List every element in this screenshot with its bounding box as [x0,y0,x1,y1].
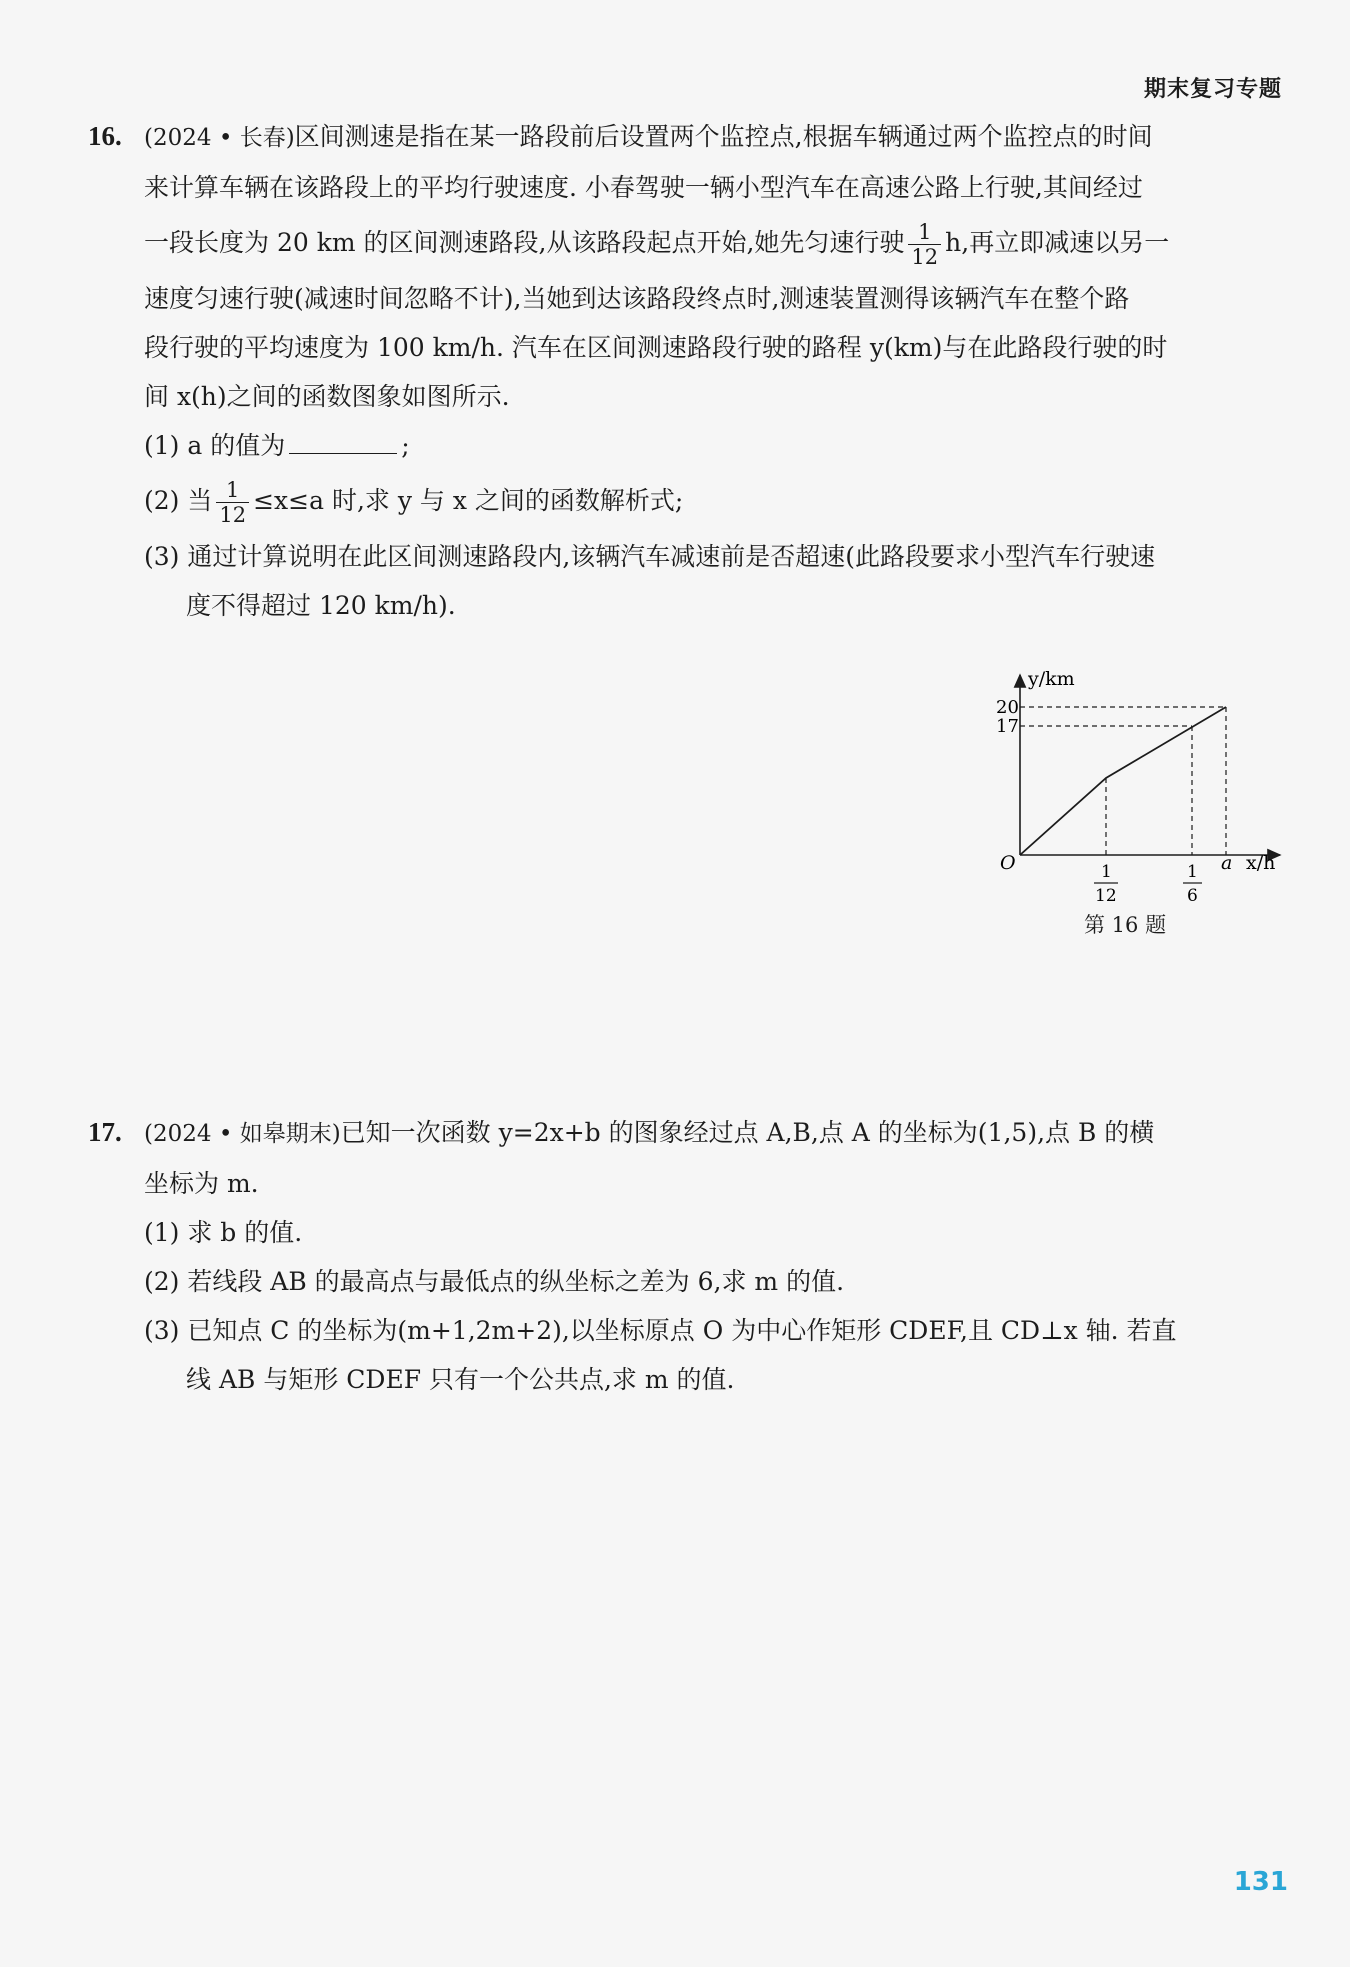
page-number: 131 [1233,1867,1288,1897]
figure-caption: 第 16 题 [1084,913,1167,937]
fraction-denominator: 12 [219,503,247,527]
problem-source: (2024 • 如皋期末) [144,1121,341,1147]
x-tick-denominator: 12 [1095,886,1117,906]
sub-question-3: (3) 已知点 C 的坐标为(m+1,2m+2),以坐标原点 O 为中心作矩形 CDEF,且 CD⊥x 轴. 若直 [144,1316,1177,1345]
problem-statement [144,112,1284,421]
sub-question-1 [144,421,1284,470]
fraction-numerator: 1 [216,478,249,503]
sub-question-3: (3) 通过计算说明在此区间测速路段内,该辆汽车减速前是否超速(此路段要求小型汽车行驶速 [144,542,1156,571]
fraction [216,478,249,527]
sub-question-text: ; [401,431,410,460]
sub-question-1: (1) 求 b 的值. [144,1218,303,1247]
problem-16 [88,112,1284,630]
x-tick-denominator: 6 [1187,886,1198,906]
function-graph [988,665,1288,945]
statement-line: 速度匀速行驶(减速时间忽略不计),当她到达该路段终点时,测速装置测得该辆汽车在整个路 [144,284,1130,313]
problem-source: (2024 • 长春) [144,125,295,151]
sub-question-3-continued: 度不得超过 120 km/h). [186,591,456,620]
sub-question-text: (2) 当 [144,486,213,515]
statement-line: 间 x(h)之间的函数图象如图所示. [144,382,510,411]
statement-text: h,再立即减速以另一 [945,228,1170,257]
statement-text: 一段长度为 20 km 的区间测速路段,从该路段起点开始,她先匀速行驶 [144,228,905,257]
sub-question-text: (1) a 的值为 [144,431,286,460]
statement-line [144,1108,1284,1159]
fraction-denominator: 12 [911,245,939,269]
statement-text: 区间测速是指在某一路段前后设置两个监控点,根据车辆通过两个监控点的时间 [294,122,1153,151]
x-tick-label: a [1221,852,1233,874]
sub-question-2 [144,470,1284,532]
section-header: 期末复习专题 [1143,77,1282,102]
sub-question-2: (2) 若线段 AB 的最高点与最低点的纵坐标之差为 6,求 m 的值. [144,1267,845,1296]
problem-number: 17. [88,1117,122,1147]
fraction [908,220,941,269]
statement-line: 坐标为 m. [144,1169,259,1198]
statement-line: 段行驶的平均速度为 100 km/h. 汽车在区间测速路段行驶的路程 y(km)与在此路段行驶的时 [144,333,1168,362]
answer-blank[interactable] [289,429,397,454]
sub-question-text: ≤x≤a 时,求 y 与 x 之间的函数解析式; [253,486,684,515]
figure-16 [988,665,1288,945]
x-tick-numerator: 1 [1187,862,1198,882]
problem-statement [144,1108,1284,1208]
sub-question-3-continued: 线 AB 与矩形 CDEF 只有一个公共点,求 m 的值. [186,1365,735,1394]
x-axis-label: x/h [1246,852,1276,874]
y-tick-label: 20 [996,697,1019,718]
statement-line [144,112,1284,163]
statement-line [144,212,1284,274]
statement-line: 来计算车辆在该路段上的平均行驶速度. 小春驾驶一辆小型汽车在高速公路上行驶,其间经过 [144,173,1143,202]
x-tick-numerator: 1 [1101,862,1112,882]
origin-label: O [1000,852,1016,874]
problem-number: 16. [88,121,122,151]
y-axis-label: y/km [1028,668,1075,690]
fraction-numerator: 1 [908,220,941,245]
problem-17 [88,1108,1284,1404]
y-tick-label: 17 [996,716,1019,737]
graph-line [1020,707,1226,855]
statement-text: 已知一次函数 y=2x+b 的图象经过点 A,B,点 A 的坐标为(1,5),点 B 的横 [340,1118,1155,1147]
